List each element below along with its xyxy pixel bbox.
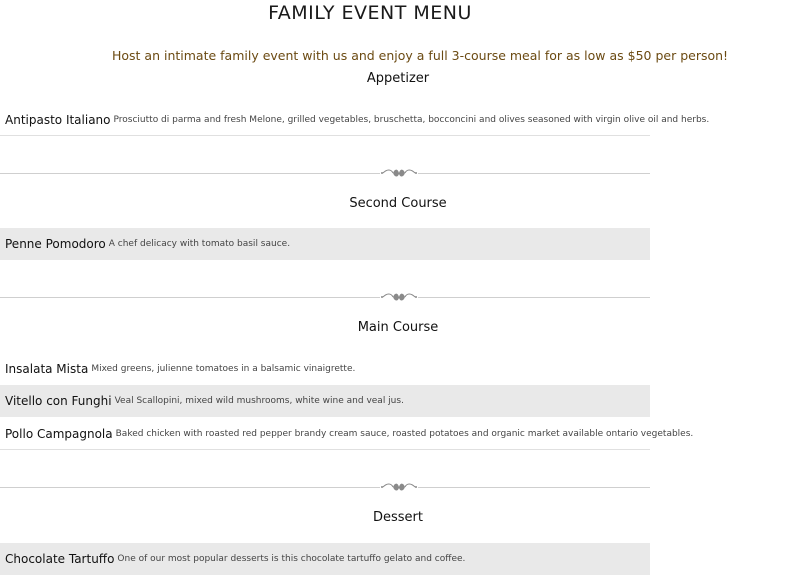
item-name: Antipasto Italiano — [5, 112, 111, 127]
menu-item — [0, 104, 710, 136]
ornament-flourish-icon — [380, 291, 418, 303]
item-name: Vitello con Funghi — [5, 394, 112, 408]
menu-item — [0, 418, 694, 450]
divider-rule — [0, 173, 650, 174]
item-description: Mixed greens, julienne tomatoes in a balsamic vinaigrette. — [91, 364, 356, 374]
item-name: Insalata Mista — [5, 362, 89, 376]
section-divider — [0, 167, 650, 179]
item-description: Prosciutto di parma and fresh Melone, grilled vegetables, bruschetta, bocconcini and olives seasoned with virgin olive oil and herbs. — [113, 114, 710, 125]
menu-item — [0, 353, 650, 385]
item-description: A chef delicacy with tomato basil sauce. — [108, 239, 291, 249]
ornament-flourish-icon — [380, 481, 418, 493]
section-divider — [0, 481, 650, 493]
divider-rule — [0, 297, 650, 298]
section-title-main-course: Main Course — [357, 320, 439, 335]
section-title-appetizer: Appetizer — [366, 71, 430, 86]
item-name: Penne Pomodoro — [5, 237, 106, 251]
item-description: Baked chicken with roasted red pepper brandy cream sauce, roasted potatoes and organic market available ontario vegetables. — [115, 428, 694, 439]
page-title: FAMILY EVENT MENU — [268, 2, 472, 24]
intro-text: Host an intimate family event with us and enjoy a full 3-course meal for as low as $50 per person! — [112, 48, 729, 63]
item-description: One of our most popular desserts is this chocolate tartuffo gelato and coffee. — [117, 554, 466, 564]
section-title-dessert: Dessert — [373, 510, 423, 525]
item-description: Veal Scallopini, mixed wild mushrooms, white wine and veal jus. — [114, 396, 404, 406]
item-name: Pollo Campagnola — [5, 426, 113, 441]
menu-item — [0, 228, 650, 260]
section-title-second-course: Second Course — [349, 196, 447, 211]
menu-item — [0, 385, 650, 417]
divider-rule — [0, 487, 650, 488]
menu-item — [0, 543, 650, 575]
ornament-flourish-icon — [380, 167, 418, 179]
item-name: Chocolate Tartuffo — [5, 552, 115, 566]
section-divider — [0, 291, 650, 303]
